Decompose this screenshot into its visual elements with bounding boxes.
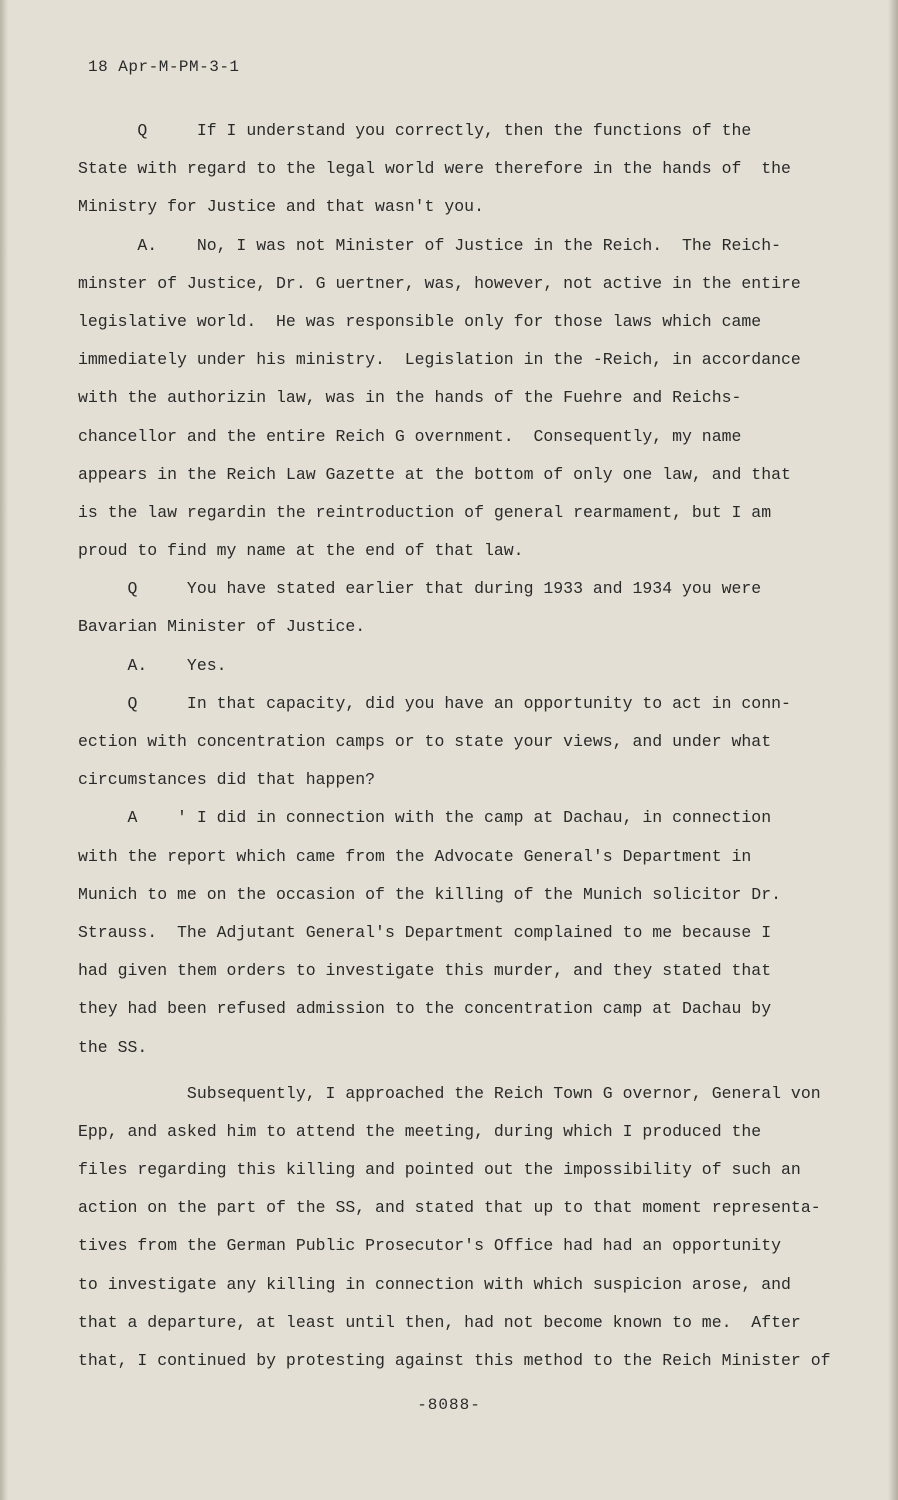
paragraph-spacer — [78, 1067, 798, 1075]
text-line: Q You have stated earlier that during 1933 and 1934 you were — [78, 579, 762, 599]
text-line: appears in the Reich Law Gazette at the bottom of only one law, and that — [78, 464, 791, 484]
page-number: -8088- — [417, 1396, 481, 1414]
text-line: to investigate any killing in connection with which suspicion arose, and — [78, 1274, 791, 1294]
text-line: A ' I did in connection with the camp at Dachau, in connection — [78, 808, 772, 828]
text-line: they had been refused admission to the concentration camp at Dachau by — [78, 999, 772, 1019]
text-line: Strauss. The Adjutant General's Department complained to me because I — [78, 922, 772, 942]
text-line: State with regard to the legal world were therefore in the hands of the — [78, 159, 791, 179]
text-line: Subsequently, I approached the Reich Town G overnor, General von — [78, 1083, 821, 1103]
paper-edge-right — [888, 0, 898, 1500]
text-line: A. No, I was not Minister of Justice in the Reich. The Reich- — [78, 235, 782, 255]
text-line: tives from the German Public Prosecutor's Office had had an opportunity — [78, 1236, 782, 1256]
text-line: legislative world. He was responsible only for those laws which came — [78, 311, 762, 331]
text-line: immediately under his ministry. Legislation in the -Reich, in accordance — [78, 350, 801, 370]
text-line: minster of Justice, Dr. G uertner, was, however, not active in the entire — [78, 273, 801, 293]
text-line: circumstances did that happen? — [78, 770, 376, 790]
text-line: is the law regardin the reintroduction of general rearmament, but I am — [78, 502, 772, 522]
paper-edge-left — [0, 0, 8, 1500]
text-line: the SS. — [78, 1037, 148, 1057]
text-line: Epp, and asked him to attend the meeting, during which I produced the — [78, 1121, 762, 1141]
text-line: files regarding this killing and pointed out the impossibility of such an — [78, 1160, 801, 1180]
transcript-body — [78, 112, 831, 1380]
text-line: action on the part of the SS, and stated that up to that moment representa- — [78, 1198, 821, 1218]
text-line: had given them orders to investigate this murder, and they stated that — [78, 961, 772, 981]
page-header: 18 Apr-M-PM-3-1 — [88, 58, 240, 76]
text-line: proud to find my name at the end of that law. — [78, 541, 524, 561]
text-line: Ministry for Justice and that wasn't you. — [78, 197, 484, 217]
text-line: that a departure, at least until then, had not become known to me. After — [78, 1312, 801, 1332]
text-line: Q In that capacity, did you have an opportunity to act in conn- — [78, 693, 791, 713]
text-line: Q If I understand you correctly, then the functions of the — [78, 121, 752, 140]
text-line: that, I continued by protesting against this method to the Reich Minister of — [78, 1351, 831, 1370]
text-line: ection with concentration camps or to state your views, and under what — [78, 732, 772, 751]
text-line: Munich to me on the occasion of the killing of the Munich solicitor Dr. — [78, 884, 782, 904]
text-line: chancellor and the entire Reich G overnment. Consequently, my name — [78, 426, 742, 446]
text-line: with the report which came from the Advocate General's Department in — [78, 846, 752, 866]
text-line: with the authorizin law, was in the hands of the Fuehre and Reichs- — [78, 388, 742, 408]
text-line: A. Yes. — [78, 655, 227, 675]
text-line: Bavarian Minister of Justice. — [78, 617, 366, 637]
